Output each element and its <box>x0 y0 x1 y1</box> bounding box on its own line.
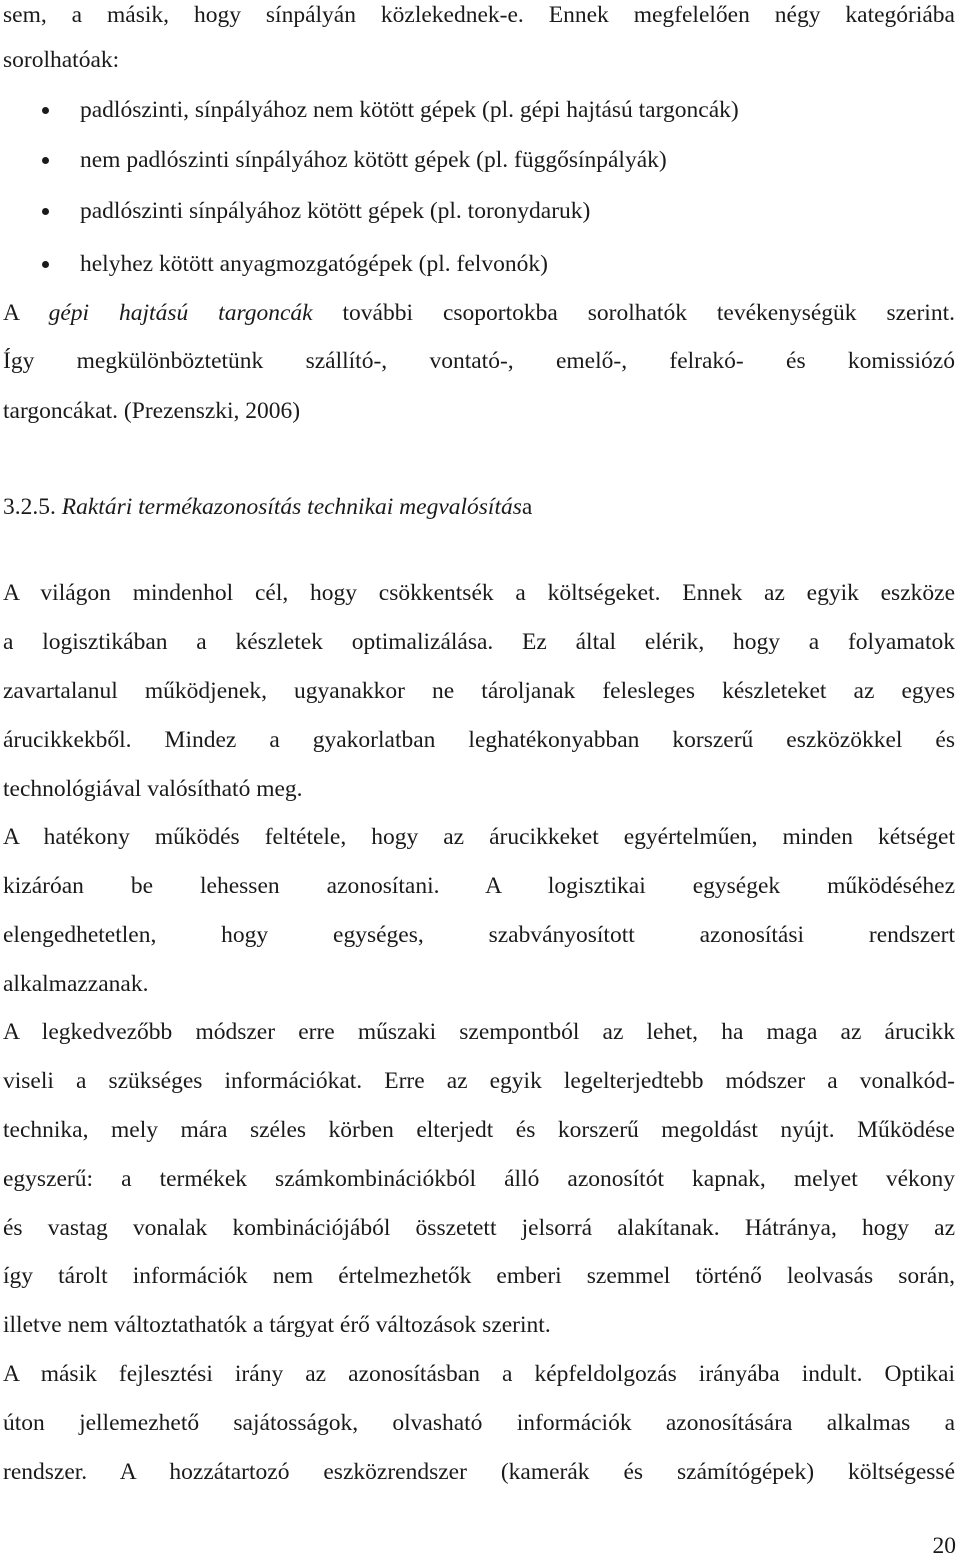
paragraph-line: A másik fejlesztési irány az azonosításban a képfeldolgozás irányába indult. Optikai <box>3 1361 955 1387</box>
section-title-suffix: a <box>521 494 533 520</box>
paragraph-line: egyszerű: a termékek számkombinációkból álló azonosítót kapnak, melyet vékony <box>3 1166 955 1192</box>
paragraph-line: kizáróan be lehessen azonosítani. A logisztikai egységek működéséhez <box>3 873 955 899</box>
paragraph-line: viseli a szükséges információkat. Erre az egyik legelterjedtebb módszer a vonalkód- <box>3 1068 955 1094</box>
page-number: 20 <box>932 1533 956 1559</box>
list-item-text: padlószinti, sínpályához nem kötött gépek (pl. gépi hajtású targoncák) <box>80 97 739 123</box>
text-span: A <box>3 300 49 326</box>
list-item-text: nem padlószinti sínpályához kötött gépek (pl. függősínpályák) <box>80 147 667 173</box>
text-span: további csoportokba sorolhatók tevékenységük szerint. <box>312 300 955 326</box>
section-number: 3.2.5. <box>3 494 62 520</box>
paragraph-line: így tárolt információk nem értelmezhetők emberi szemmel történő leolvasás során, <box>3 1263 955 1289</box>
bullet-icon <box>42 208 49 215</box>
intro-line-2: sorolhatóak: <box>3 47 120 73</box>
paragraph-line: technika, mely mára széles körben elterjedt és korszerű megoldást nyújt. Működése <box>3 1117 955 1143</box>
list-item-text: padlószinti sínpályához kötött gépek (pl. toronydaruk) <box>80 198 591 224</box>
paragraph-line: technológiával valósítható meg. <box>3 776 303 802</box>
paragraph-line: illetve nem változtathatók a tárgyat érő változások szerint. <box>3 1312 551 1338</box>
section-heading <box>3 492 532 522</box>
list-item <box>3 249 955 279</box>
paragraph-line: A legkedvezőbb módszer erre műszaki szempontból az lehet, ha maga az árucikk <box>3 1019 955 1045</box>
list-item <box>3 196 955 226</box>
bullet-icon <box>42 157 49 164</box>
bullet-icon <box>42 261 49 268</box>
paragraph-line: árucikkekből. Mindez a gyakorlatban leghatékonyabban korszerű eszközökkel és <box>3 727 955 753</box>
paragraph-line: és vastag vonalak kombinációjából összetett jelsorrá alakítanak. Hátránya, hogy az <box>3 1215 955 1241</box>
list-item <box>3 145 955 175</box>
paragraph-line: a logisztikában a készletek optimalizálása. Ez által elérik, hogy a folyamatok <box>3 629 955 655</box>
paragraph-line: alkalmazzanak. <box>3 971 149 997</box>
list-item-text: helyhez kötött anyagmozgatógépek (pl. felvonók) <box>80 251 548 277</box>
paragraph-line <box>3 298 955 328</box>
paragraph-line: elengedhetetlen, hogy egységes, szabványosított azonosítási rendszert <box>3 922 955 948</box>
bullet-icon <box>42 107 49 114</box>
paragraph-line: targoncákat. (Prezenszki, 2006) <box>3 398 301 424</box>
emphasized-term: gépi hajtású targoncák <box>48 300 313 326</box>
paragraph-line: zavartalanul működjenek, ugyanakkor ne tároljanak felesleges készleteket az egyes <box>3 678 955 704</box>
section-title: Raktári termékazonosítás technikai megvalósítás <box>61 494 522 520</box>
paragraph-line: rendszer. A hozzátartozó eszközrendszer (kamerák és számítógépek) költségessé <box>3 1459 955 1485</box>
paragraph-line: A hatékony működés feltétele, hogy az árucikkeket egyértelműen, minden kétséget <box>3 824 955 850</box>
paragraph-line: úton jellemezhető sajátosságok, olvasható információk azonosítására alkalmas a <box>3 1410 955 1436</box>
paragraph-line: A világon mindenhol cél, hogy csökkentsék a költségeket. Ennek az egyik eszköze <box>3 580 955 606</box>
list-item <box>3 95 955 125</box>
intro-line-1: sem, a másik, hogy sínpályán közlekednek-e. Ennek megfelelően négy kategóriába <box>3 2 955 28</box>
paragraph-line: Így megkülönböztetünk szállító-, vontató-, emelő-, felrakó- és komissiózó <box>3 348 955 374</box>
